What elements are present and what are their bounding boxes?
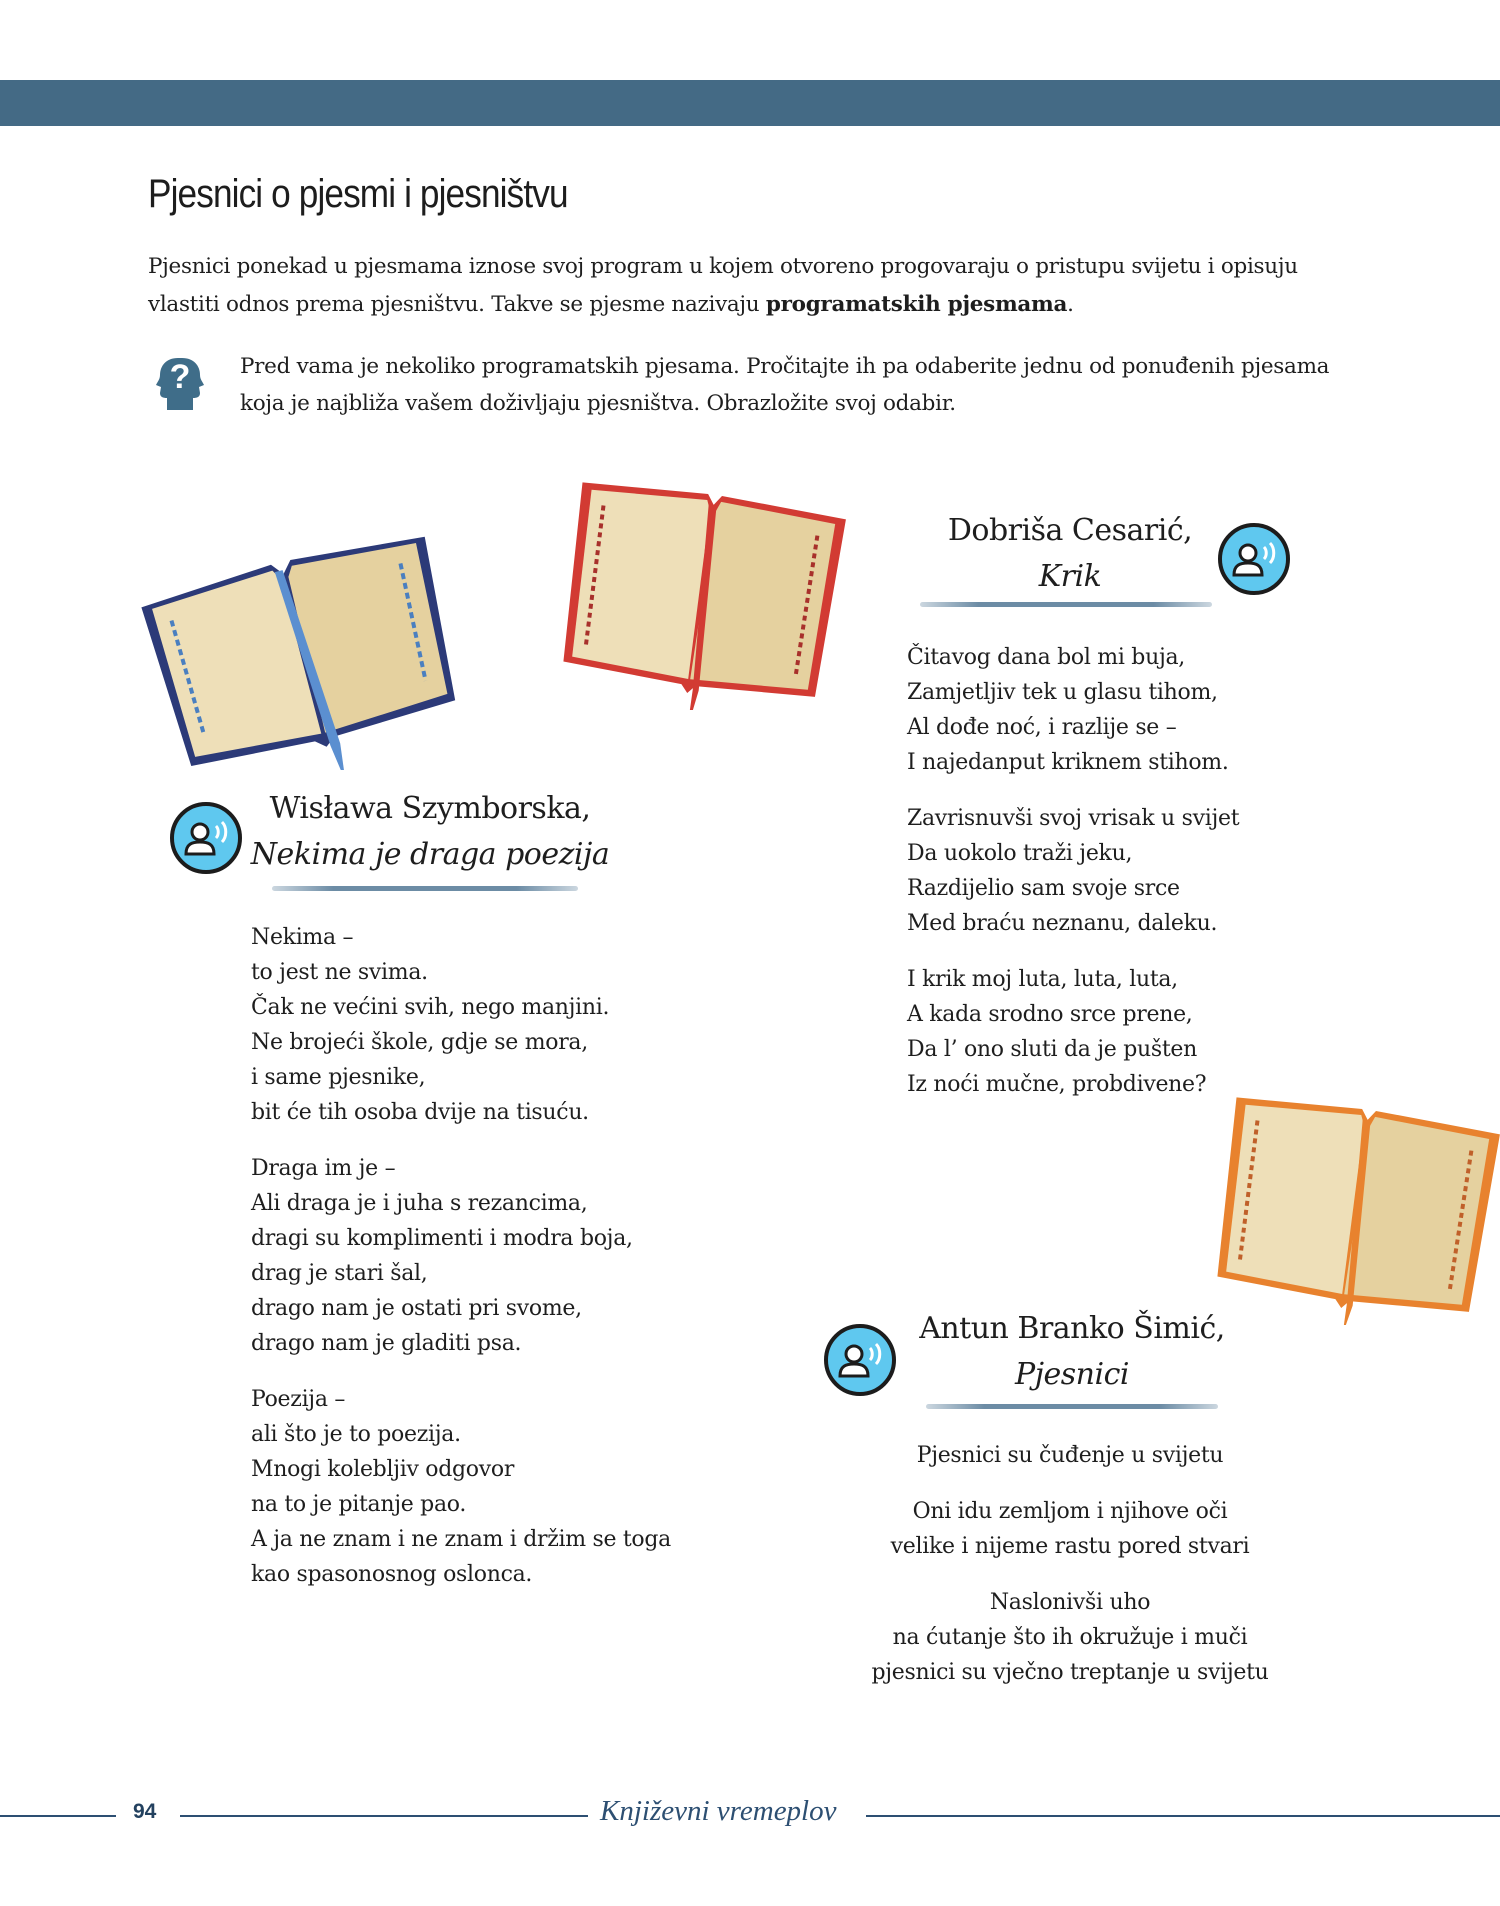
- poem-line: Naslonivši uho: [989, 1590, 1151, 1615]
- poem-line: Da uokolo traži jeku,: [907, 841, 1133, 866]
- footer-rule-right: [866, 1815, 1500, 1817]
- poem-line: I najedanput kriknem stihom.: [907, 750, 1229, 775]
- simic-poem: [840, 1438, 1300, 1711]
- footer-rule-middle: [180, 1815, 588, 1817]
- poem-line: bit će tih osoba dvije na tisuću.: [251, 1100, 589, 1125]
- task-text: Pred vama je nekoliko programatskih pjesama. Pročitajte ih pa odaberite jednu od ponuđenih pjesama koja je najbliža vašem doživljaju pjesništva. Obrazložite svoj odabir.: [240, 354, 1330, 416]
- cesaric-heading: [920, 508, 1220, 600]
- question-heads-icon: [148, 352, 212, 416]
- poem-line: Poezija –: [251, 1387, 346, 1412]
- poem-line: Zamjetljiv tek u glasu tihom,: [907, 680, 1218, 705]
- poem-line: A kada srodno srce prene,: [907, 1002, 1193, 1027]
- intro-paragraph: [148, 248, 1358, 324]
- poem-line: to jest ne svima.: [251, 960, 428, 985]
- cesaric-author: Dobriša Cesarić,: [947, 513, 1193, 548]
- poem-line: i same pjesnike,: [251, 1065, 426, 1090]
- listen-audio-icon[interactable]: [168, 800, 244, 876]
- poem-line: kao spasonosnog oslonca.: [251, 1562, 533, 1587]
- stanza: [840, 1438, 1300, 1473]
- poem-line: drag je stari šal,: [251, 1261, 428, 1286]
- simic-title: Pjesnici: [1015, 1357, 1129, 1392]
- poem-line: Razdijelio sam svoje srce: [907, 876, 1180, 901]
- stanza: [907, 640, 1239, 780]
- stanza: [840, 1494, 1300, 1564]
- header-bar: [0, 80, 1500, 126]
- poem-line: Draga im je –: [251, 1156, 396, 1181]
- open-book-blue-icon: [140, 510, 460, 770]
- poem-line: na ćutanje što ih okružuje i muči: [892, 1625, 1248, 1650]
- cesaric-title: Krik: [1038, 559, 1102, 594]
- poem-line: Nekima –: [251, 925, 354, 950]
- poem-line: Ali draga je i juha s rezancima,: [251, 1191, 588, 1216]
- cesaric-poem: [907, 640, 1239, 1123]
- szymborska-underline: [272, 886, 578, 891]
- poem-line: Zavrisnuvši svoj vrisak u svijet: [907, 806, 1240, 831]
- poem-line: ali što je to poezija.: [251, 1422, 461, 1447]
- szymborska-author: Wisława Szymborska,: [269, 791, 591, 826]
- footer-book-title: Književni vremeplov: [600, 1795, 837, 1827]
- simic-underline: [926, 1404, 1218, 1409]
- poem-line: drago nam je ostati pri svome,: [251, 1296, 582, 1321]
- poem-line: pjesnici su vječno treptanje u svijetu: [871, 1660, 1269, 1685]
- poem-line: Čak ne većini svih, nego manjini.: [251, 995, 610, 1020]
- cesaric-underline: [920, 602, 1212, 607]
- stanza: [907, 801, 1239, 941]
- poem-line: Ne brojeći škole, gdje se mora,: [251, 1030, 588, 1055]
- intro-bold-term: programatskih pjesmama: [765, 292, 1068, 317]
- stanza: [251, 1382, 671, 1592]
- poem-line: Oni idu zemljom i njihove oči: [912, 1499, 1228, 1524]
- szymborska-heading: [240, 786, 620, 878]
- open-book-red-icon: [556, 480, 846, 710]
- stanza: [907, 962, 1239, 1102]
- open-book-orange-icon: [1210, 1095, 1500, 1325]
- poem-line: Iz noći mučne, probdivene?: [907, 1072, 1207, 1097]
- poem-line: Pjesnici su čuđenje u svijetu: [916, 1443, 1224, 1468]
- stanza: [840, 1585, 1300, 1690]
- listen-audio-icon[interactable]: [1216, 521, 1292, 597]
- poem-line: drago nam je gladiti psa.: [251, 1331, 522, 1356]
- poem-line: Med braću neznanu, daleku.: [907, 911, 1218, 936]
- intro-end: .: [1067, 292, 1074, 317]
- footer-rule-left: [0, 1815, 116, 1817]
- stanza: [251, 1151, 671, 1361]
- simic-author: Antun Branko Šimić,: [919, 1311, 1225, 1346]
- simic-heading: [902, 1306, 1242, 1398]
- poem-line: I krik moj luta, luta, luta,: [907, 967, 1178, 992]
- poem-line: Da l’ ono sluti da je pušten: [907, 1037, 1197, 1062]
- poem-line: Al dođe noć, i razlije se –: [907, 715, 1177, 740]
- page-number: 94: [133, 1800, 157, 1823]
- poem-line: velike i nijeme rastu pored stvari: [890, 1534, 1250, 1559]
- poem-line: Čitavog dana bol mi buja,: [907, 645, 1185, 670]
- page-title: Pjesnici o pjesmi i pjesništvu: [148, 172, 568, 216]
- svg-text:?: ?: [169, 358, 191, 396]
- poem-line: na to je pitanje pao.: [251, 1492, 467, 1517]
- poem-line: dragi su komplimenti i modra boja,: [251, 1226, 633, 1251]
- stanza: [251, 920, 671, 1130]
- szymborska-poem: [251, 920, 671, 1613]
- intro-text: Pjesnici ponekad u pjesmama iznose svoj program u kojem otvoreno progovaraju o pristupu svijetu i opisuju vlastiti odnos prema pjesništvu. Takve se pjesme nazivaju: [148, 254, 1298, 317]
- listen-audio-icon[interactable]: [822, 1322, 898, 1398]
- poem-line: Mnogi kolebljiv odgovor: [251, 1457, 515, 1482]
- poem-line: A ja ne znam i ne znam i držim se toga: [251, 1527, 671, 1552]
- szymborska-title: Nekima je draga poezija: [250, 837, 610, 872]
